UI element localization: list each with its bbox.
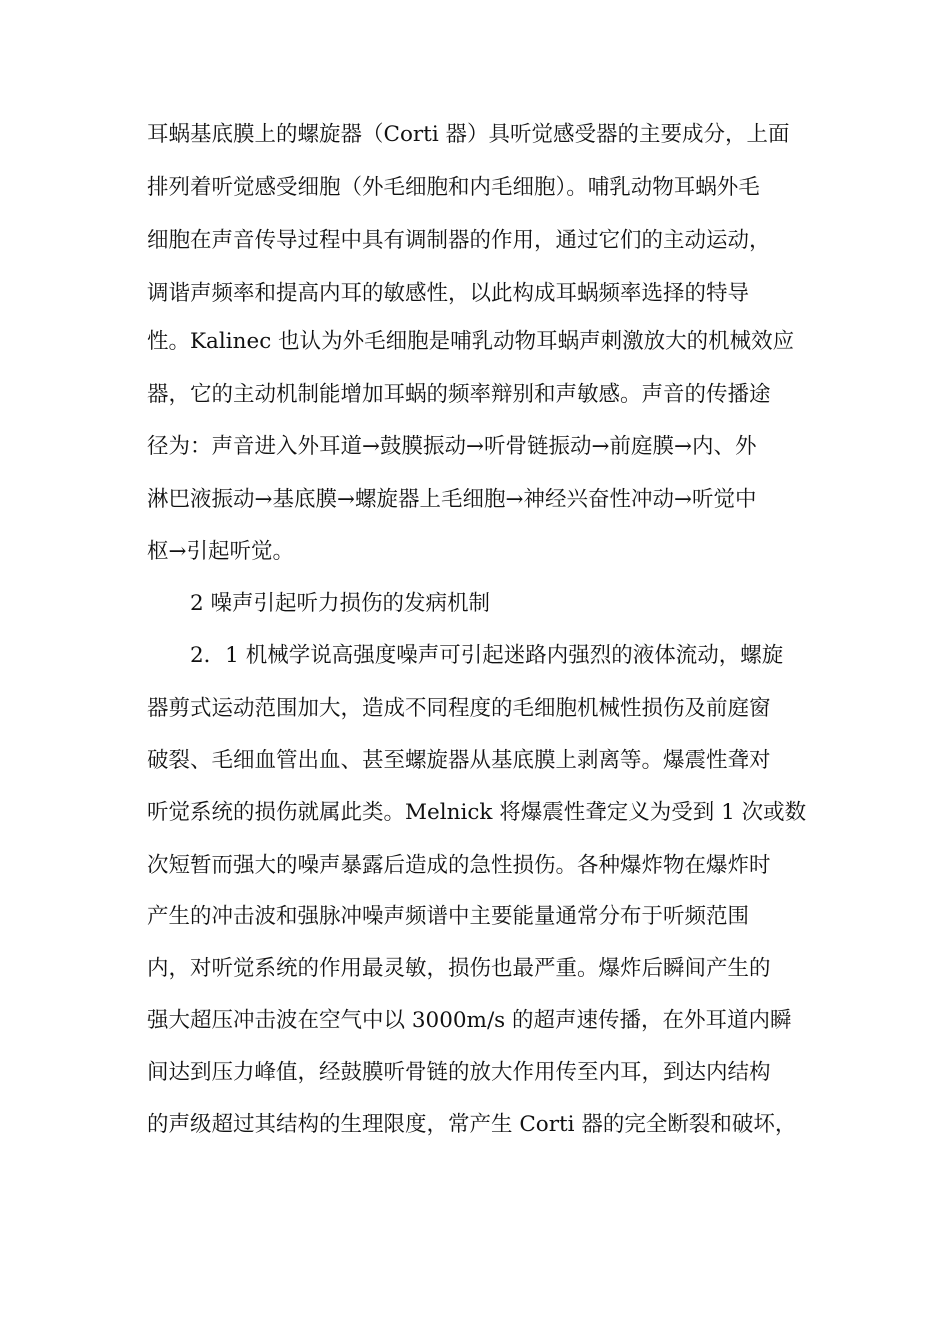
text-line: 淋巴液振动→基底膜→螺旋器上毛细胞→神经兴奋性冲动→听觉中 (147, 487, 757, 512)
text-line: 细胞在声音传导过程中具有调制器的作用，通过它们的主动运动， (147, 228, 771, 253)
text-line: 间达到压力峰值，经鼓膜听骨链的放大作用传至内耳，到达内结构 (147, 1060, 771, 1085)
text-line: 强大超压冲击波在空气中以 3000m/s 的超声速传播，在外耳道内瞬 (147, 1008, 792, 1033)
text-line: 性。Kalinec 也认为外毛细胞是哺乳动物耳蜗声刺激放大的机械效应 (147, 329, 795, 354)
section-heading: 2 噪声引起听力损伤的发病机制 (190, 591, 491, 616)
text-line: 产生的冲击波和强脉冲噪声频谱中主要能量通常分布于听频范围 (147, 904, 750, 929)
text-line: 次短暂而强大的噪声暴露后造成的急性损伤。各种爆炸物在爆炸时 (147, 853, 771, 878)
text-line: 听觉系统的损伤就属此类。Melnick 将爆震性聋定义为受到 1 次或数 (147, 800, 807, 825)
text-line: 枢→引起听觉。 (147, 539, 295, 564)
text-line: 器剪式运动范围加大，造成不同程度的毛细胞机械性损伤及前庭窗 (147, 696, 771, 721)
text-line: 破裂、毛细血管出血、甚至螺旋器从基底膜上剥离等。爆震性聋对 (147, 748, 771, 773)
subsection-first-line: 2．1 机械学说高强度噪声可引起迷路内强烈的液体流动，螺旋 (190, 643, 784, 668)
text-line: 径为：声音进入外耳道→鼓膜振动→听骨链振动→前庭膜→内、外 (147, 434, 757, 459)
text-line: 调谐声频率和提高内耳的敏感性，以此构成耳蜗频率选择的特导 (147, 281, 750, 306)
text-line: 内，对听觉系统的作用最灵敏，损伤也最严重。爆炸后瞬间产生的 (147, 956, 771, 981)
text-line: 的声级超过其结构的生理限度，常产生 Corti 器的完全断裂和破坏， (147, 1112, 797, 1137)
text-line: 耳蜗基底膜上的螺旋器（Corti 器）具听觉感受器的主要成分，上面 (147, 122, 790, 147)
text-line: 器，它的主动机制能增加耳蜗的频率辩别和声敏感。声音的传播途 (147, 382, 771, 407)
text-line: 排列着听觉感受细胞（外毛细胞和内毛细胞）。哺乳动物耳蜗外毛 (147, 175, 760, 200)
